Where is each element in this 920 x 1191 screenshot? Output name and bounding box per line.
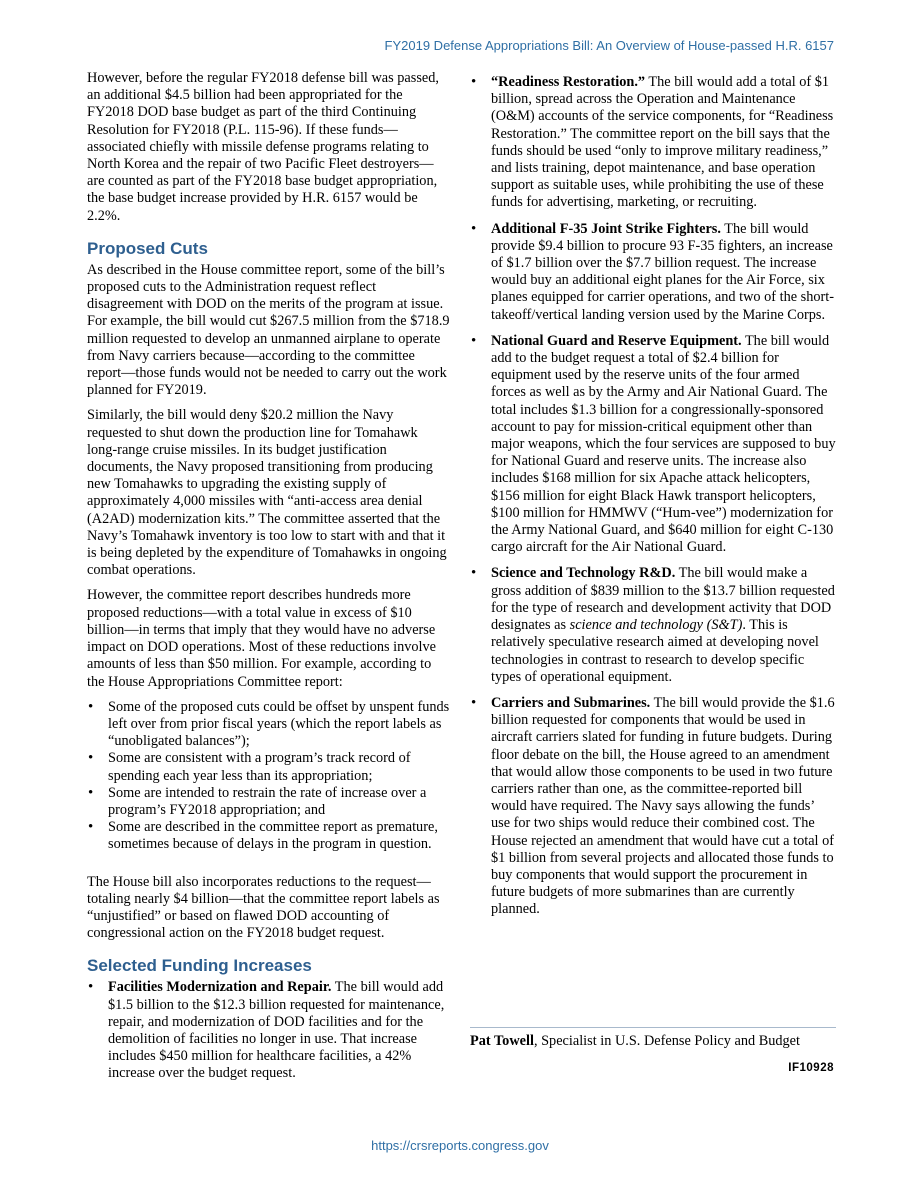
running-header: FY2019 Defense Appropriations Bill: An Overview of House-passed H.R. 6157: [384, 38, 834, 53]
author-line: [470, 1033, 836, 1050]
author-role: , Specialist in U.S. Defense Policy and Budget: [533, 1033, 800, 1049]
proposed-cuts-heading: Proposed Cuts: [87, 238, 208, 258]
bullet-body: The bill would make a gross addition of $839 million to the $13.7 billion requested for the type of research and development activity that DOD designates as: [491, 565, 835, 634]
list-item: • Some are described in the committee report as premature, sometimes because of delays in the program in question.: [87, 819, 450, 853]
list-item: [470, 333, 836, 557]
report-code: IF10928: [788, 1062, 834, 1074]
bullet-italic-term: science and technology (S&T): [569, 617, 743, 634]
cuts-paragraph-1: As described in the House committee report, some of the bill’s proposed cuts to the Administration request reflect disagreement with DOD on the merits of the program at issue. For example, the bill would cut $267.5 million from the $718.9 million requested to develop an unmanned airplane to operate from Navy carriers because—according to the committee report—those funds would not be needed to carry out the work planned for FY2019.: [87, 261, 450, 399]
bullet-body: The bill would add a total of $1 billion, spread across the Operation and Maintenance (O&M) accounts of the service components, for “Readiness Restoration.” The committee report on the bill says that the funds should be used “only to improve military readiness,” and lists training, depot maintenance, and base operation support as suitable uses, while prohibiting the use of these funds for advertising, marketing, or recruiting.: [491, 74, 834, 211]
intro-paragraph: However, before the regular FY2018 defense bill was passed, an additional $4.5 billion had been appropriated for the FY2018 DOD base budget as part of the third Continuing Resolution for FY2018 (P.L. 115-96). If these funds—associated chiefly with missile defense programs relating to North Korea and the repair of two Pacific Fleet destroyers—are counted as part of the FY2018 base budget appropriation, the base budget increase provided by H.R. 6157 would be 2.2%.: [87, 70, 439, 224]
left-column: [87, 70, 450, 1092]
list-item: [470, 565, 836, 685]
list-item: • Some of the proposed cuts could be offset by unspent funds left over from prior fiscal years (which the report labels as “unobligated balances”);: [87, 699, 450, 751]
list-item: [470, 74, 836, 212]
list-item: • Some are consistent with a program’s track record of spending each year less than its appropriation;: [87, 750, 450, 784]
bullet-title: Science and Technology R&D.: [491, 565, 676, 582]
cuts-paragraph-2: Similarly, the bill would deny $20.2 million the Navy requested to shut down the production line for Tomahawk long-range cruise missiles. In its budget justification documents, the Navy proposed transitioning from producing new Tomahawks to upgrading the existing supply of approximately 4,000 missiles with “anti-access area denial (A2AD) modernization kits.” The committee asserted that the Navy’s Tomahawk inventory is too low to start with and that it is being depleted by the expenditure of Tomahawks in ongoing combat operations.: [87, 407, 447, 579]
list-item: [87, 979, 450, 1082]
footer-url[interactable]: https://crsreports.congress.gov: [371, 1138, 549, 1153]
funding-increases-heading: Selected Funding Increases: [87, 956, 312, 976]
bullet-title: “Readiness Restoration.”: [491, 74, 646, 90]
author-name: Pat Towell: [470, 1033, 534, 1049]
bullet-body: The bill would provide $9.4 billion to procure 93 F-35 fighters, an increase of $1.7 billion over the $7.7 billion request. The increase would buy an additional eight planes for the Air Force, six planes equipped for carrier operations, and two of the short-takeoff/vertical landing version used by the Marine Corps.: [491, 220, 835, 323]
bullet-body: The bill would provide the $1.6 billion requested for components that would be used in aircraft carriers slated for funding in future budgets. During floor debate on the bill, the House agreed to an amendment that would allow those components to be used in two future carriers rather than one, as the committee-reported bill would have required. The Navy says allowing the funds’ use for two ships would reduce their combined cost. The House rejected an amendment that would have cut a total of $1 billion from several projects and allocated those funds to buy components that would support the procurement in future budgets of more submarines than are currently planned.: [491, 694, 835, 918]
bullet-body: The bill would add to the budget request a total of $2.4 billion for equipment used by the reserve units of the four armed forces as well as by the Army and Air National Guard. The total includes $1.3 billion for a congressionally-sponsored account to pay for mission-critical equipment other than major weapons, which the four services are supposed to buy for National Guard and reserve units. The increase also includes $168 million for six Apache attack helicopters, $156 million for eight Black Hawk transport helicopters, $100 million for HMMWV (“Hum-vee”) modernization for the Army National Guard, and $640 million for eight C-130 cargo aircraft for the Air National Guard.: [491, 332, 836, 556]
bullet-title: Facilities Modernization and Repair.: [108, 979, 332, 996]
author-divider: [470, 1027, 836, 1028]
list-item: • Some are intended to restrain the rate of increase over a program’s FY2018 appropriation; and: [87, 785, 450, 819]
increases-bullet-list-continued: [470, 74, 836, 919]
cuts-paragraph-3: However, the committee report describes hundreds more proposed reductions—with a total value in excess of $10 billion—in terms that imply that they would have no adverse impact on DOD operations. Most of these reductions involve amounts of less than $50 million. For example, according to the House Appropriations Committee report:: [87, 587, 437, 690]
bullet-title: Carriers and Submarines.: [491, 694, 651, 711]
bullet-body: . This is relatively speculative research aimed at developing novel technologies in contrast to research to develop specific types of operational equipment.: [491, 617, 819, 685]
right-column: [470, 74, 836, 928]
increases-bullet-list: [87, 979, 450, 1082]
list-item: [470, 221, 836, 324]
bullet-body: The bill would add $1.5 billion to the $12.3 billion requested for maintenance, repair, and modernization of DOD facilities and for the demolition of facilities no longer in use. That increase includes $450 million for healthcare facilities, a 42% increase over the budget request.: [108, 979, 445, 1082]
list-item: [470, 695, 836, 919]
cuts-bullet-list: [87, 699, 450, 854]
bullet-title: Additional F-35 Joint Strike Fighters.: [491, 220, 721, 237]
cuts-paragraph-4: The House bill also incorporates reductions to the request—totaling nearly $4 billion—that the committee report labels as “unjustified” or based on flawed DOD accounting of congressional action on the FY2018 budget request.: [87, 873, 440, 942]
bullet-title: National Guard and Reserve Equipment.: [491, 332, 742, 349]
